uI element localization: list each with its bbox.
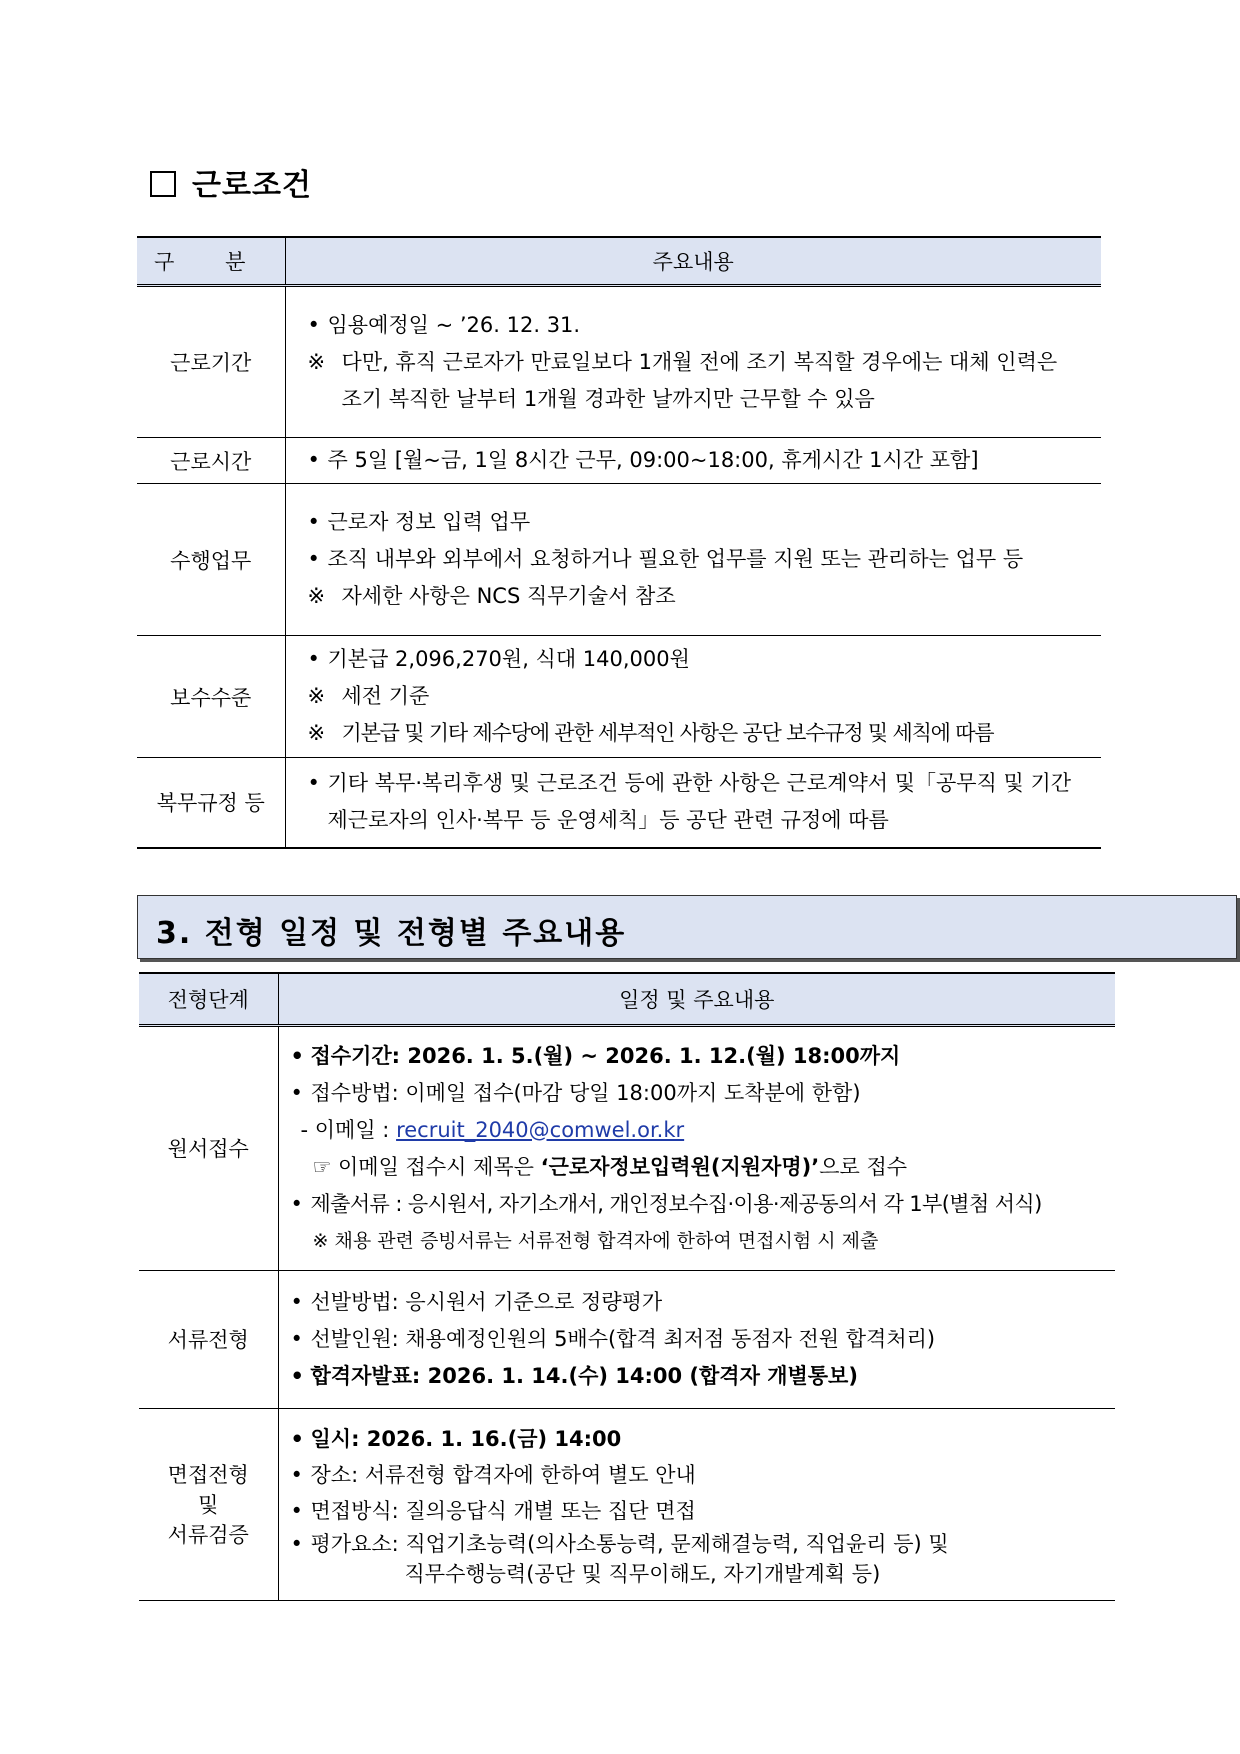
note-mark: ※ — [307, 721, 326, 745]
bullet-line: • 접수방법: 이메일 접수(마감 당일 18:00까지 도착분에 한함) — [291, 1075, 1102, 1112]
bullet-line: • 일시: 2026. 1. 16.(금) 14:00 — [291, 1421, 1102, 1457]
header-category: 구 분 — [137, 237, 285, 286]
row-category: 복무규정 등 — [137, 758, 285, 848]
bullet-line: • 제출서류 : 응시원서, 자기소개서, 개인정보수집·이용·제공동의서 각 1부(별첨 서식) — [291, 1186, 1102, 1223]
note-line — [308, 678, 1084, 715]
table-row — [137, 286, 1101, 438]
header-content: 주요내용 — [285, 237, 1101, 286]
table-row — [139, 1409, 1115, 1601]
subject-suffix: 으로 접수 — [819, 1154, 908, 1179]
bullet-line: • 근로자 정보 입력 업무 — [308, 504, 1084, 541]
bullet-line: • 선발인원: 채용예정인원의 5배수(합격 최저점 동점자 전원 합격처리) — [291, 1321, 1102, 1358]
bullet-line: • 기본급 2,096,270원, 식대 140,000원 — [308, 641, 1084, 678]
table-header — [139, 973, 1115, 1026]
schedule-table — [139, 972, 1115, 1601]
row-category: 근로시간 — [137, 438, 285, 484]
subject-prefix: ☞ 이메일 접수시 제목은 — [312, 1154, 541, 1179]
continuation-line: 직무수행능력(공단 및 직무이해도, 자기개발계획 등) — [404, 1561, 881, 1586]
bullet-line: • 선발방법: 응시원서 기준으로 정량평가 — [291, 1284, 1102, 1321]
section-title: 근로조건 — [192, 168, 312, 203]
bullet-line: • 접수기간: 2026. 1. 5.(월) ~ 2026. 1. 12.(월) 18:00까지 — [291, 1038, 1102, 1075]
row-category: 원서접수 — [139, 1026, 278, 1271]
header-content: 일정 및 주요내용 — [278, 973, 1115, 1026]
bullet-line: • 장소: 서류전형 합격자에 한하여 별도 안내 — [291, 1457, 1102, 1493]
category-line: 면접전형 — [167, 1462, 249, 1487]
note-mark: ※ — [307, 349, 326, 374]
section-heading-work-conditions — [150, 160, 312, 204]
table-header — [137, 237, 1101, 286]
row-category: 보수수준 — [137, 636, 285, 758]
note-line: ※ 채용 관련 증빙서류는 서류전형 합격자에 한하여 면접시험 시 제출 — [312, 1229, 879, 1252]
category-line: 및 — [198, 1492, 219, 1517]
note-text: 기본급 및 기타 제수당에 관한 세부적인 사항은 공단 보수규정 및 세칙에 따름 — [341, 721, 994, 745]
bullet-line: • 기타 복무·복리후생 및 근로조건 등에 관한 사항은 근로계약서 및「공무직 및 기간제근로자의 인사·복무 등 운영세칙」등 공단 관련 규정에 따름 — [308, 765, 1084, 839]
table-row — [137, 438, 1101, 484]
work-conditions-table — [137, 236, 1101, 849]
table-row — [137, 636, 1101, 758]
table-row — [137, 758, 1101, 848]
table-row — [139, 1271, 1115, 1409]
note-line — [308, 715, 1084, 752]
row-category: 수행업무 — [137, 484, 285, 636]
row-category: 근로기간 — [137, 286, 285, 438]
bullet-line: • 면접방식: 질의응답식 개별 또는 집단 면접 — [291, 1493, 1102, 1529]
note-text: 다만, 휴직 근로자가 만료일보다 1개월 전에 조기 복직할 경우에는 대체 인력은 조기 복직한 날부터 1개월 경과한 날까지만 근무할 수 있음 — [341, 349, 1058, 411]
subject-line — [291, 1149, 1102, 1186]
note-text: 자세한 사항은 NCS 직무기술서 참조 — [341, 584, 676, 608]
table-row — [137, 484, 1101, 636]
header-stage: 전형단계 — [139, 973, 278, 1026]
bullet-line: • 합격자발표: 2026. 1. 14.(수) 14:00 (합격자 개별통보) — [291, 1358, 1102, 1395]
note-line — [308, 578, 1084, 615]
category-line: 서류검증 — [167, 1522, 249, 1547]
row-category — [139, 1409, 278, 1601]
checkbox-square-icon — [150, 171, 176, 197]
section-heading-schedule — [137, 895, 1237, 959]
email-link[interactable]: recruit_2040@comwel.or.kr — [396, 1117, 685, 1142]
bullet-line: • 임용예정일 ~ ’26. 12. 31. — [308, 307, 1084, 344]
row-category: 서류전형 — [139, 1271, 278, 1409]
note-mark: ※ — [307, 584, 326, 608]
subject-emphasis: ‘근로자정보입력원(지원자명)’ — [540, 1154, 820, 1179]
bullet-line: • 주 5일 [월~금, 1일 8시간 근무, 09:00~18:00, 휴게시간 1시간 포함] — [308, 442, 1084, 479]
section-title: 3. 전형 일정 및 전형별 주요내용 — [156, 916, 627, 951]
note-line — [308, 344, 1084, 418]
note-mark: ※ — [307, 684, 326, 708]
email-line — [291, 1112, 1102, 1149]
note-text: 세전 기준 — [341, 684, 430, 708]
table-row — [139, 1026, 1115, 1271]
email-label: - 이메일 : — [300, 1117, 390, 1142]
bullet-line: • 조직 내부와 외부에서 요청하거나 필요한 업무를 지원 또는 관리하는 업무 등 — [308, 541, 1084, 578]
bullet-line: • 평가요소: 직업기초능력(의사소통능력, 문제해결능력, 직업윤리 등) 및 — [291, 1529, 1102, 1559]
